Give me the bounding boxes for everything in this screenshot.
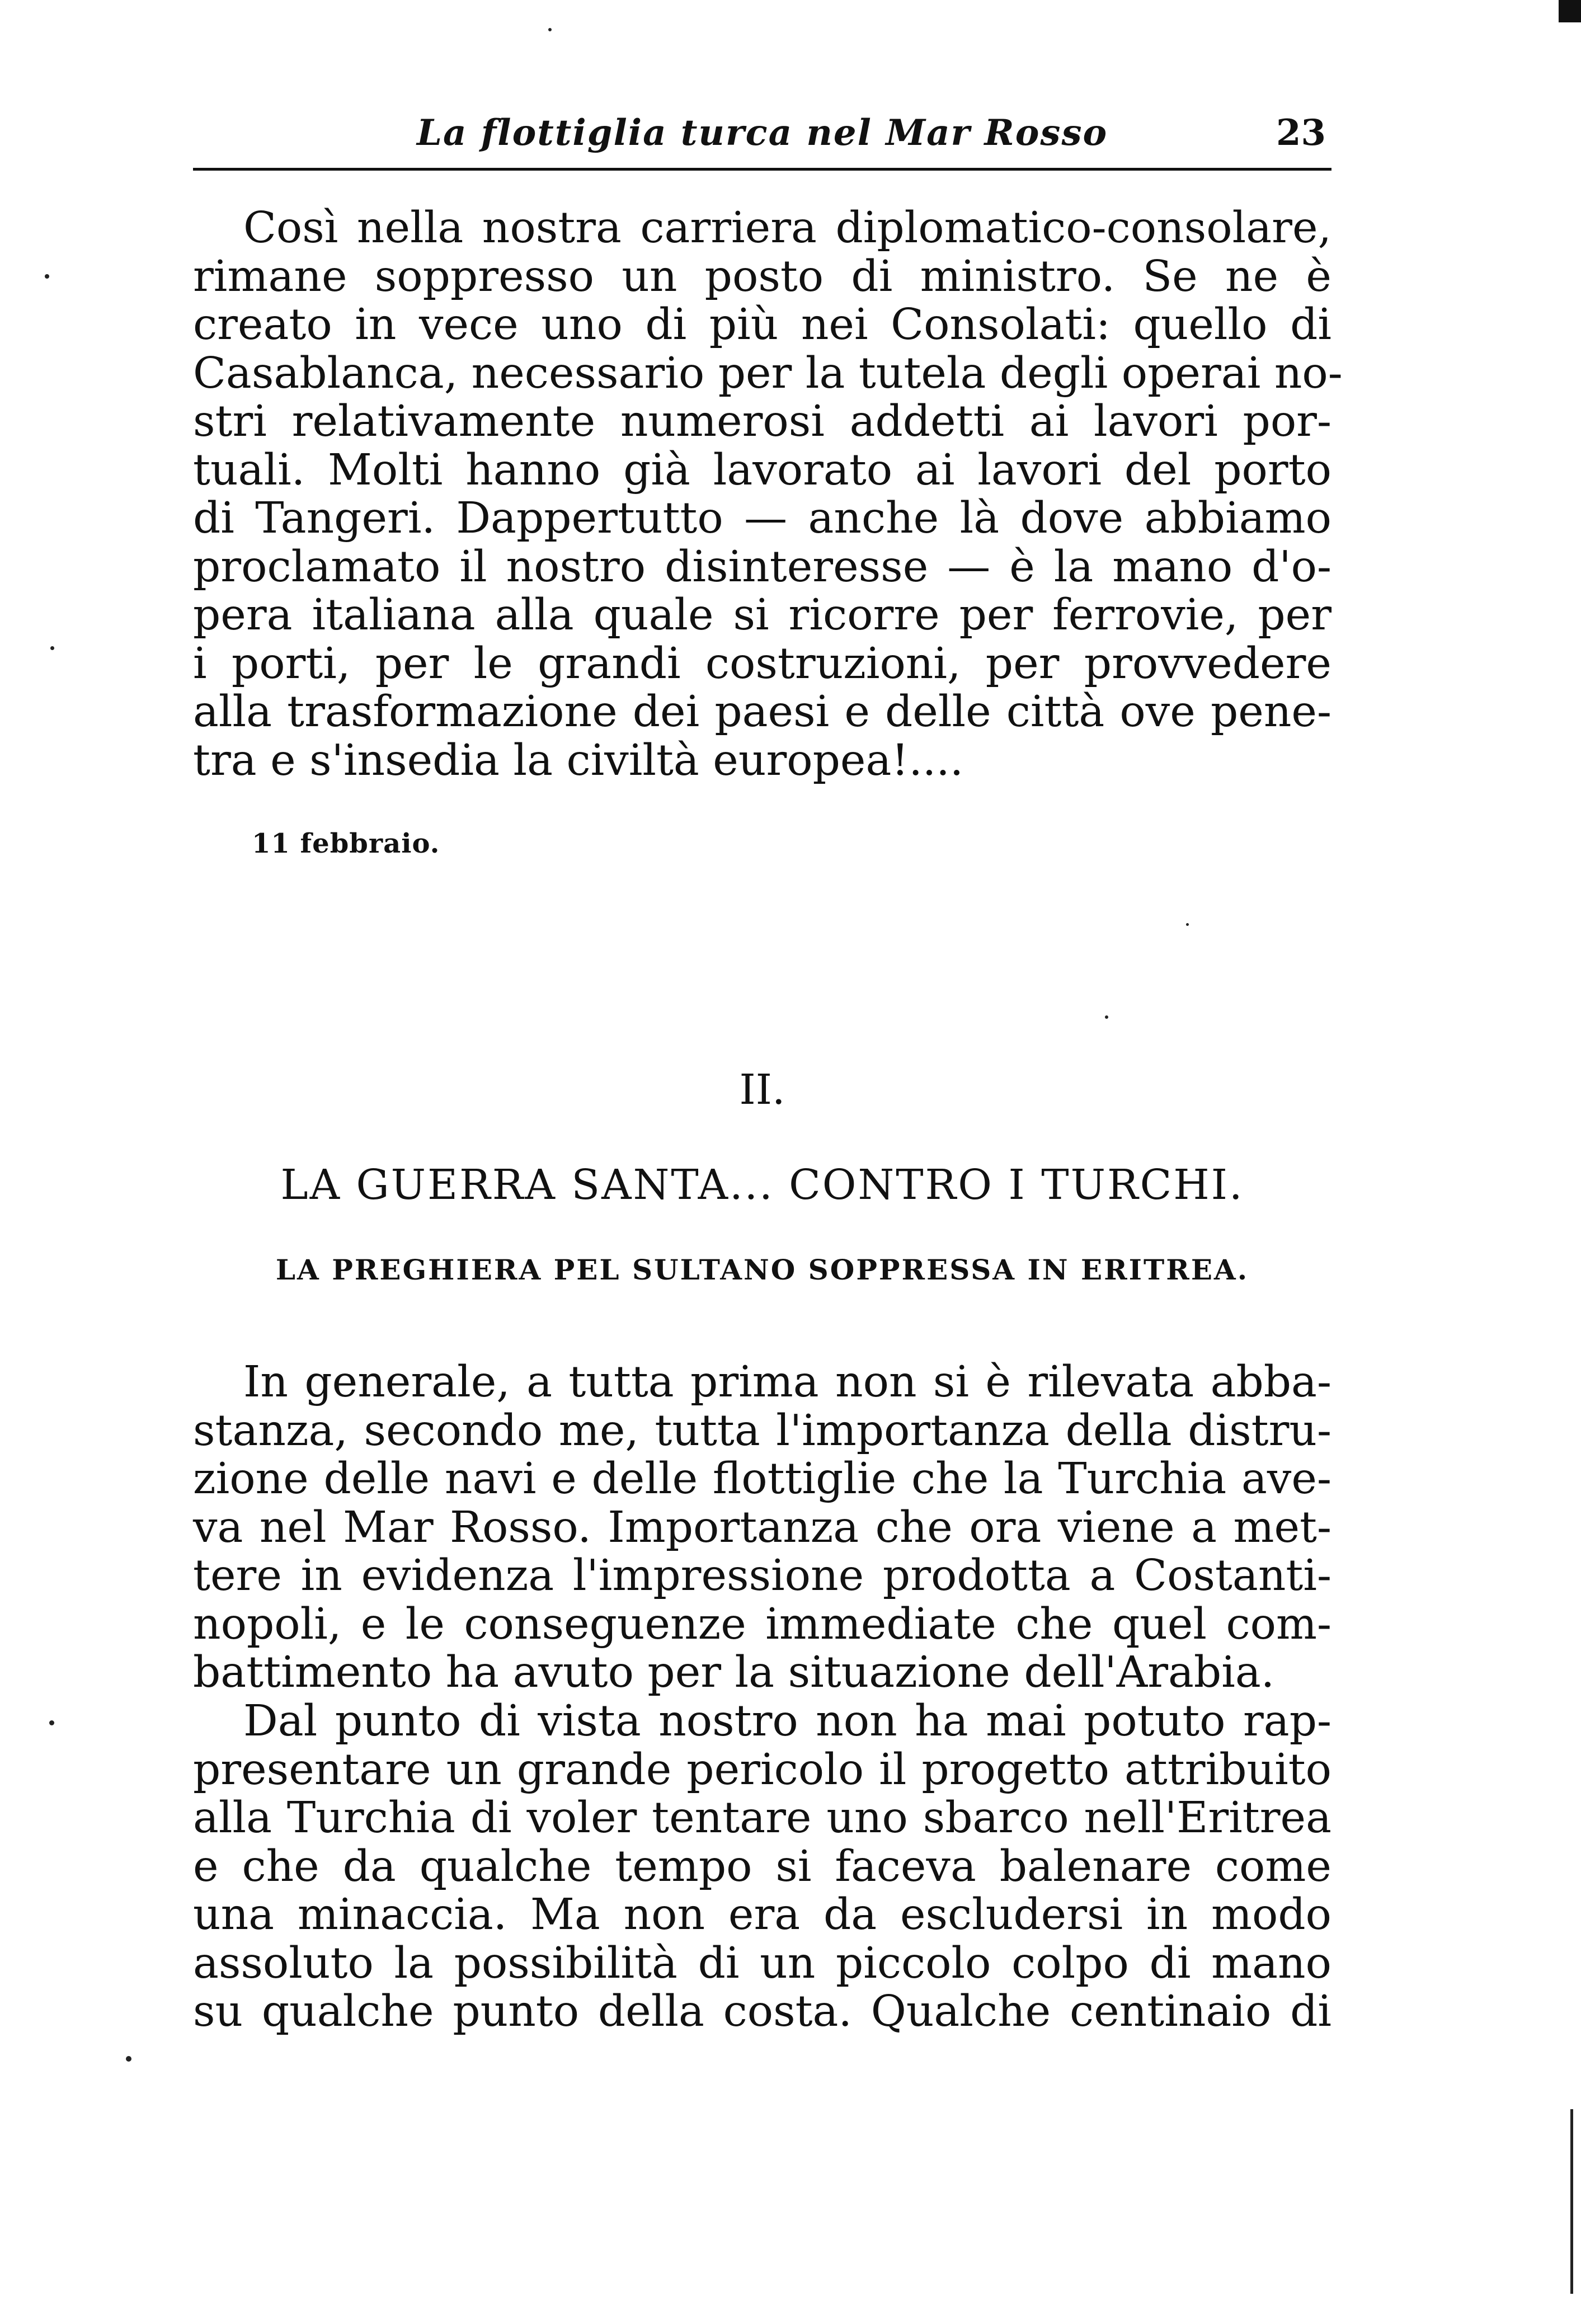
page-header bbox=[193, 106, 1331, 171]
scan-speck bbox=[548, 28, 552, 31]
text-line: proclamato il nostro disinteresse — è la mano d'o- bbox=[193, 542, 1331, 592]
text-line: Casablanca, necessario per la tutela degli operai no- bbox=[193, 348, 1343, 398]
text-line: zione delle navi e delle flottiglie che la Turchia ave- bbox=[193, 1454, 1331, 1504]
page-number: 23 bbox=[1276, 112, 1326, 154]
text-line: i porti, per le grandi costruzioni, per provvedere bbox=[193, 638, 1331, 689]
text-line: creato in vece uno di più nei Consolati: quello di bbox=[193, 300, 1331, 350]
text-line: stri relativamente numerosi addetti ai lavori por- bbox=[193, 397, 1331, 446]
text-line: di Tangeri. Dappertutto — anche là dove abbiamo bbox=[193, 493, 1331, 543]
text-line: e che da qualche tempo si faceva balenare come bbox=[193, 1841, 1331, 1892]
text-line: stanza, secondo me, tutta l'importanza della distru- bbox=[193, 1405, 1331, 1456]
text-line: assoluto la possibilità di un piccolo colpo di mano bbox=[193, 1938, 1331, 1988]
scan-speck bbox=[1186, 923, 1189, 926]
chapter-number: II. bbox=[739, 1066, 785, 1114]
running-title: La flottiglia turca nel Mar Rosso bbox=[417, 112, 1108, 154]
chapter-title: LA GUERRA SANTA... CONTRO I TURCHI. bbox=[280, 1161, 1244, 1209]
text-line: In generale, a tutta prima non si è rilevata abba- bbox=[243, 1357, 1331, 1407]
chapter-subtitle: LA PREGHIERA PEL SULTANO SOPPRESSA IN ERITREA. bbox=[275, 1253, 1249, 1286]
text-line: Dal punto di vista nostro non ha mai potuto rap- bbox=[243, 1696, 1331, 1746]
scan-speck bbox=[1105, 1015, 1108, 1019]
text-line: alla Turchia di voler tentare uno sbarco nell'Eritrea bbox=[193, 1793, 1331, 1843]
scan-speck bbox=[49, 1720, 54, 1725]
scan-speck bbox=[45, 274, 49, 279]
text-line: nopoli, e le conseguenze immediate che quel com- bbox=[193, 1599, 1331, 1649]
scan-speck bbox=[50, 646, 54, 650]
text-line: alla trasformazione dei paesi e delle città ove pene- bbox=[193, 687, 1331, 737]
text-line: tra e s'insedia la civiltà europea!.... bbox=[193, 735, 964, 785]
paragraph-3 bbox=[193, 1697, 1331, 2036]
text-line: pera italiana alla quale si ricorre per ferrovie, per bbox=[193, 590, 1331, 640]
text-line: rimane soppresso un posto di ministro. Se ne è bbox=[193, 251, 1331, 302]
text-line: una minaccia. Ma non era da escludersi in modo bbox=[193, 1890, 1331, 1940]
paragraph-1 bbox=[193, 203, 1343, 785]
paragraph-2 bbox=[193, 1358, 1331, 1697]
scan-edge-line bbox=[1570, 2109, 1573, 2294]
scan-speck bbox=[126, 2056, 131, 2062]
text-line: presentare un grande pericolo il progetto attribuito bbox=[193, 1744, 1331, 1795]
dateline: 11 febbraio. bbox=[252, 828, 440, 859]
text-line: su qualche punto della costa. Qualche centinaio di bbox=[193, 1987, 1331, 2036]
scan-corner-mark bbox=[1559, 0, 1581, 22]
text-line: tuali. Molti hanno già lavorato ai lavori del porto bbox=[193, 445, 1331, 495]
text-line: battimento ha avuto per la situazione dell'Arabia. bbox=[193, 1648, 1275, 1697]
text-line: va nel Mar Rosso. Importanza che ora viene a met- bbox=[193, 1502, 1331, 1553]
text-line: tere in evidenza l'impressione prodotta a Costanti- bbox=[193, 1551, 1331, 1601]
text-line: Così nella nostra carriera diplomatico-consolare, bbox=[243, 203, 1331, 253]
